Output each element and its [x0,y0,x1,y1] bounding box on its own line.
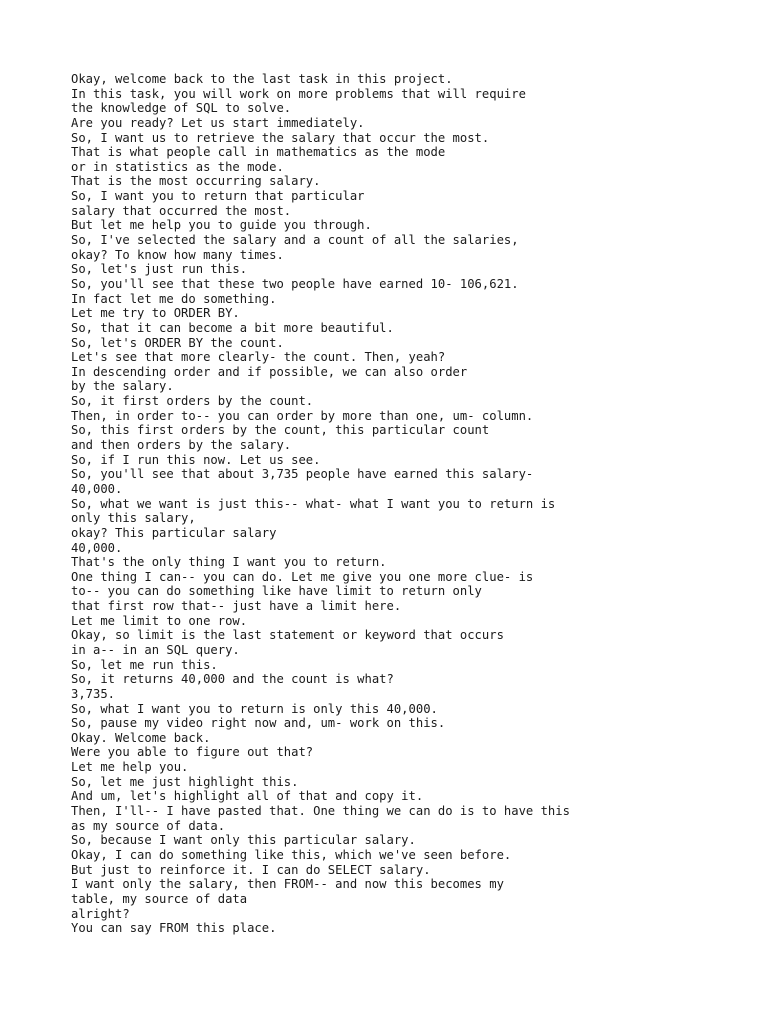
transcript-line: okay? This particular salary [71,525,277,540]
transcript-line: So, I want you to return that particular [71,189,365,204]
transcript-line: only this salary, [71,511,196,526]
transcript-line: table, my source of data [71,891,248,906]
transcript-line: That is what people call in mathematics as the mode [71,145,446,160]
transcript-line: So, what I want you to return is only this 40,000. [71,701,438,716]
transcript-line: Let's see that more clearly- the count. Then, yeah? [71,350,446,365]
transcript-line: to-- you can do something like have limit to return only [71,584,482,599]
transcript-line: But just to reinforce it. I can do SELECT salary. [71,862,431,877]
transcript-line: Let me try to ORDER BY. [71,306,240,321]
transcript-line: That is the most occurring salary. [71,174,321,189]
transcript-line: that first row that-- just have a limit here. [71,599,402,614]
transcript-line: So, this first orders by the count, this particular count [71,423,490,438]
transcript-line: Let me limit to one row. [71,613,248,628]
transcript-line: 3,735. [71,686,116,701]
transcript-line: in a-- in an SQL query. [71,642,240,657]
transcript-line: So, if I run this now. Let us see. [71,452,321,467]
transcript-line: So, let's just run this. [71,262,248,277]
transcript-line: Were you able to figure out that? [71,745,314,760]
transcript-line: That's the only thing I want you to return. [71,555,387,570]
transcript-line: Then, I'll-- I have pasted that. One thing we can do is to have this [71,804,570,819]
transcript-line: So, let's ORDER BY the count. [71,335,284,350]
transcript-line: Okay, welcome back to the last task in this project. [71,72,453,86]
transcript-line: So, what we want is just this-- what- what I want you to return is [71,496,556,511]
transcript-line: the knowledge of SQL to solve. [71,101,292,116]
transcript-line: So, you'll see that these two people have earned 10- 106,621. [71,276,519,291]
transcript-line: 40,000. [71,540,123,555]
transcript-line: So, it returns 40,000 and the count is what? [71,672,394,687]
transcript-line: Okay, I can do something like this, which we've seen before. [71,847,512,862]
transcript-line: okay? To know how many times. [71,247,284,262]
transcript-line: So, you'll see that about 3,735 people have earned this salary- [71,467,534,482]
transcript-line: One thing I can-- you can do. Let me give you one more clue- is [71,569,534,584]
transcript-line: So, that it can become a bit more beautiful. [71,320,394,335]
transcript-line: So, it first orders by the count. [71,394,314,409]
transcript-line: So, I've selected the salary and a count of all the salaries, [71,233,519,248]
transcript-line: And um, let's highlight all of that and copy it. [71,789,424,804]
transcript-line: So, pause my video right now and, um- work on this. [71,716,446,731]
transcript-line: In fact let me do something. [71,291,277,306]
transcript-line: In this task, you will work on more problems that will require [71,86,526,101]
transcript-line: But let me help you to guide you through. [71,218,372,233]
transcript-line: So, let me just highlight this. [71,774,299,789]
transcript-text [71,72,570,936]
transcript-line: So, let me run this. [71,657,218,672]
transcript-line: as my source of data. [71,818,226,833]
transcript-line: So, because I want only this particular salary. [71,833,416,848]
transcript-line: Okay. Welcome back. [71,730,211,745]
transcript-line: and then orders by the salary. [71,438,292,453]
transcript-line: 40,000. [71,481,123,496]
transcript-line: salary that occurred the most. [71,203,292,218]
transcript-line: or in statistics as the mode. [71,159,284,174]
transcript-line: Are you ready? Let us start immediately. [71,115,365,130]
transcript-line: You can say FROM this place. [71,921,277,936]
transcript-line: alright? [71,906,130,921]
transcript-line: So, I want us to retrieve the salary that occur the most. [71,130,490,145]
transcript-line: I want only the salary, then FROM-- and now this becomes my [71,877,504,892]
transcript-line: Let me help you. [71,760,189,775]
transcript-line: In descending order and if possible, we can also order [71,364,468,379]
transcript-line: by the salary. [71,379,174,394]
transcript-line: Okay, so limit is the last statement or keyword that occurs [71,628,504,643]
transcript-line: Then, in order to-- you can order by more than one, um- column. [71,408,534,423]
